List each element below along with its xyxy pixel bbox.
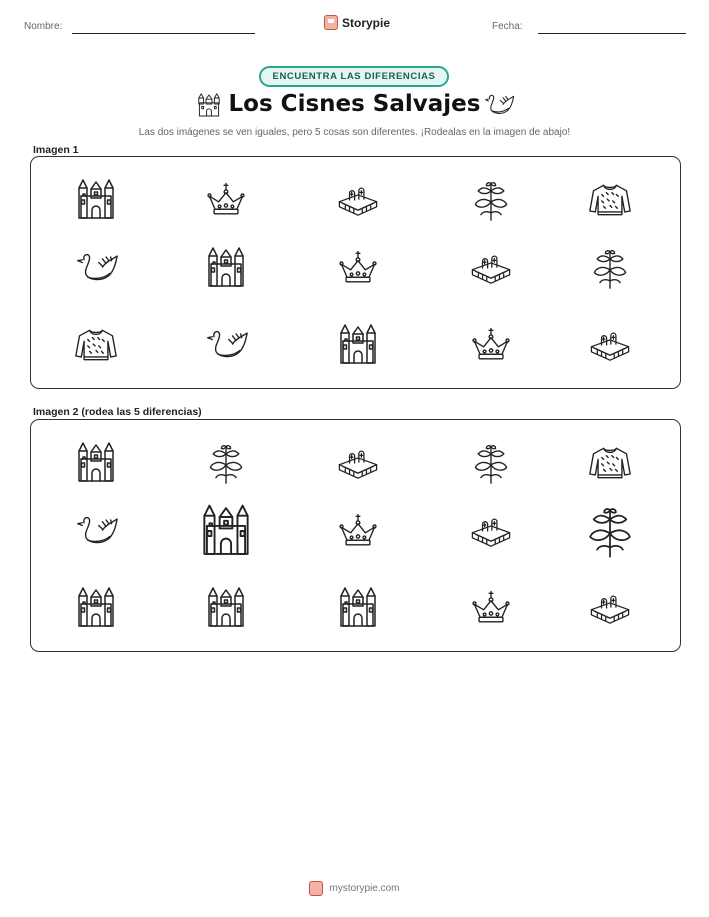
castle-icon[interactable]: [198, 503, 254, 559]
castle-icon: [336, 323, 380, 367]
graveyard-icon: [588, 323, 632, 367]
graveyard-icon[interactable]: [469, 509, 513, 553]
swan-icon: [483, 91, 515, 119]
castle-icon: [204, 246, 248, 290]
footer: [0, 881, 709, 896]
nettle-icon[interactable]: [582, 503, 638, 559]
image1-panel: [30, 156, 681, 389]
sweater-icon: [588, 178, 632, 222]
swan-icon[interactable]: [74, 509, 118, 553]
graveyard-icon[interactable]: [588, 586, 632, 630]
name-line[interactable]: [72, 33, 255, 34]
crown-icon[interactable]: [469, 586, 513, 630]
crown-icon: [469, 323, 513, 367]
crown-icon: [336, 246, 380, 290]
storypie-logo-icon: [309, 881, 323, 896]
castle-icon[interactable]: [74, 441, 118, 485]
castle-icon: [74, 178, 118, 222]
brand-name: Storypie: [342, 15, 391, 30]
date-label: Fecha:: [492, 21, 523, 32]
crown-icon[interactable]: [336, 509, 380, 553]
castle-icon[interactable]: [204, 586, 248, 630]
crown-icon: [204, 178, 248, 222]
storypie-logo-icon: [324, 15, 338, 30]
nettle-icon: [469, 178, 513, 222]
brand: [324, 15, 390, 30]
graveyard-icon: [469, 246, 513, 290]
image1-label: Imagen 1: [33, 144, 79, 156]
castle-icon[interactable]: [74, 586, 118, 630]
nettle-icon[interactable]: [469, 441, 513, 485]
activity-badge: ENCUENTRA LAS DIFERENCIAS: [259, 66, 449, 87]
swan-icon: [204, 323, 248, 367]
image2-panel[interactable]: [30, 419, 681, 652]
nettle-icon[interactable]: [204, 441, 248, 485]
instructions: Las dos imágenes se ven iguales, pero 5 cosas son diferentes. ¡Rodealas en la imagen de abajo!: [138, 127, 571, 138]
swan-icon: [74, 246, 118, 290]
castle-icon[interactable]: [336, 586, 380, 630]
page-title: Los Cisnes Salvajes: [228, 91, 481, 117]
graveyard-icon[interactable]: [336, 441, 380, 485]
name-label: Nombre:: [24, 21, 63, 32]
footer-url[interactable]: mystorypie.com: [329, 883, 400, 894]
image2-label: Imagen 2 (rodea las 5 diferencias): [33, 406, 202, 418]
sweater-icon: [74, 323, 118, 367]
date-line[interactable]: [538, 33, 686, 34]
sweater-icon[interactable]: [588, 441, 632, 485]
nettle-icon: [588, 246, 632, 290]
graveyard-icon: [336, 178, 380, 222]
